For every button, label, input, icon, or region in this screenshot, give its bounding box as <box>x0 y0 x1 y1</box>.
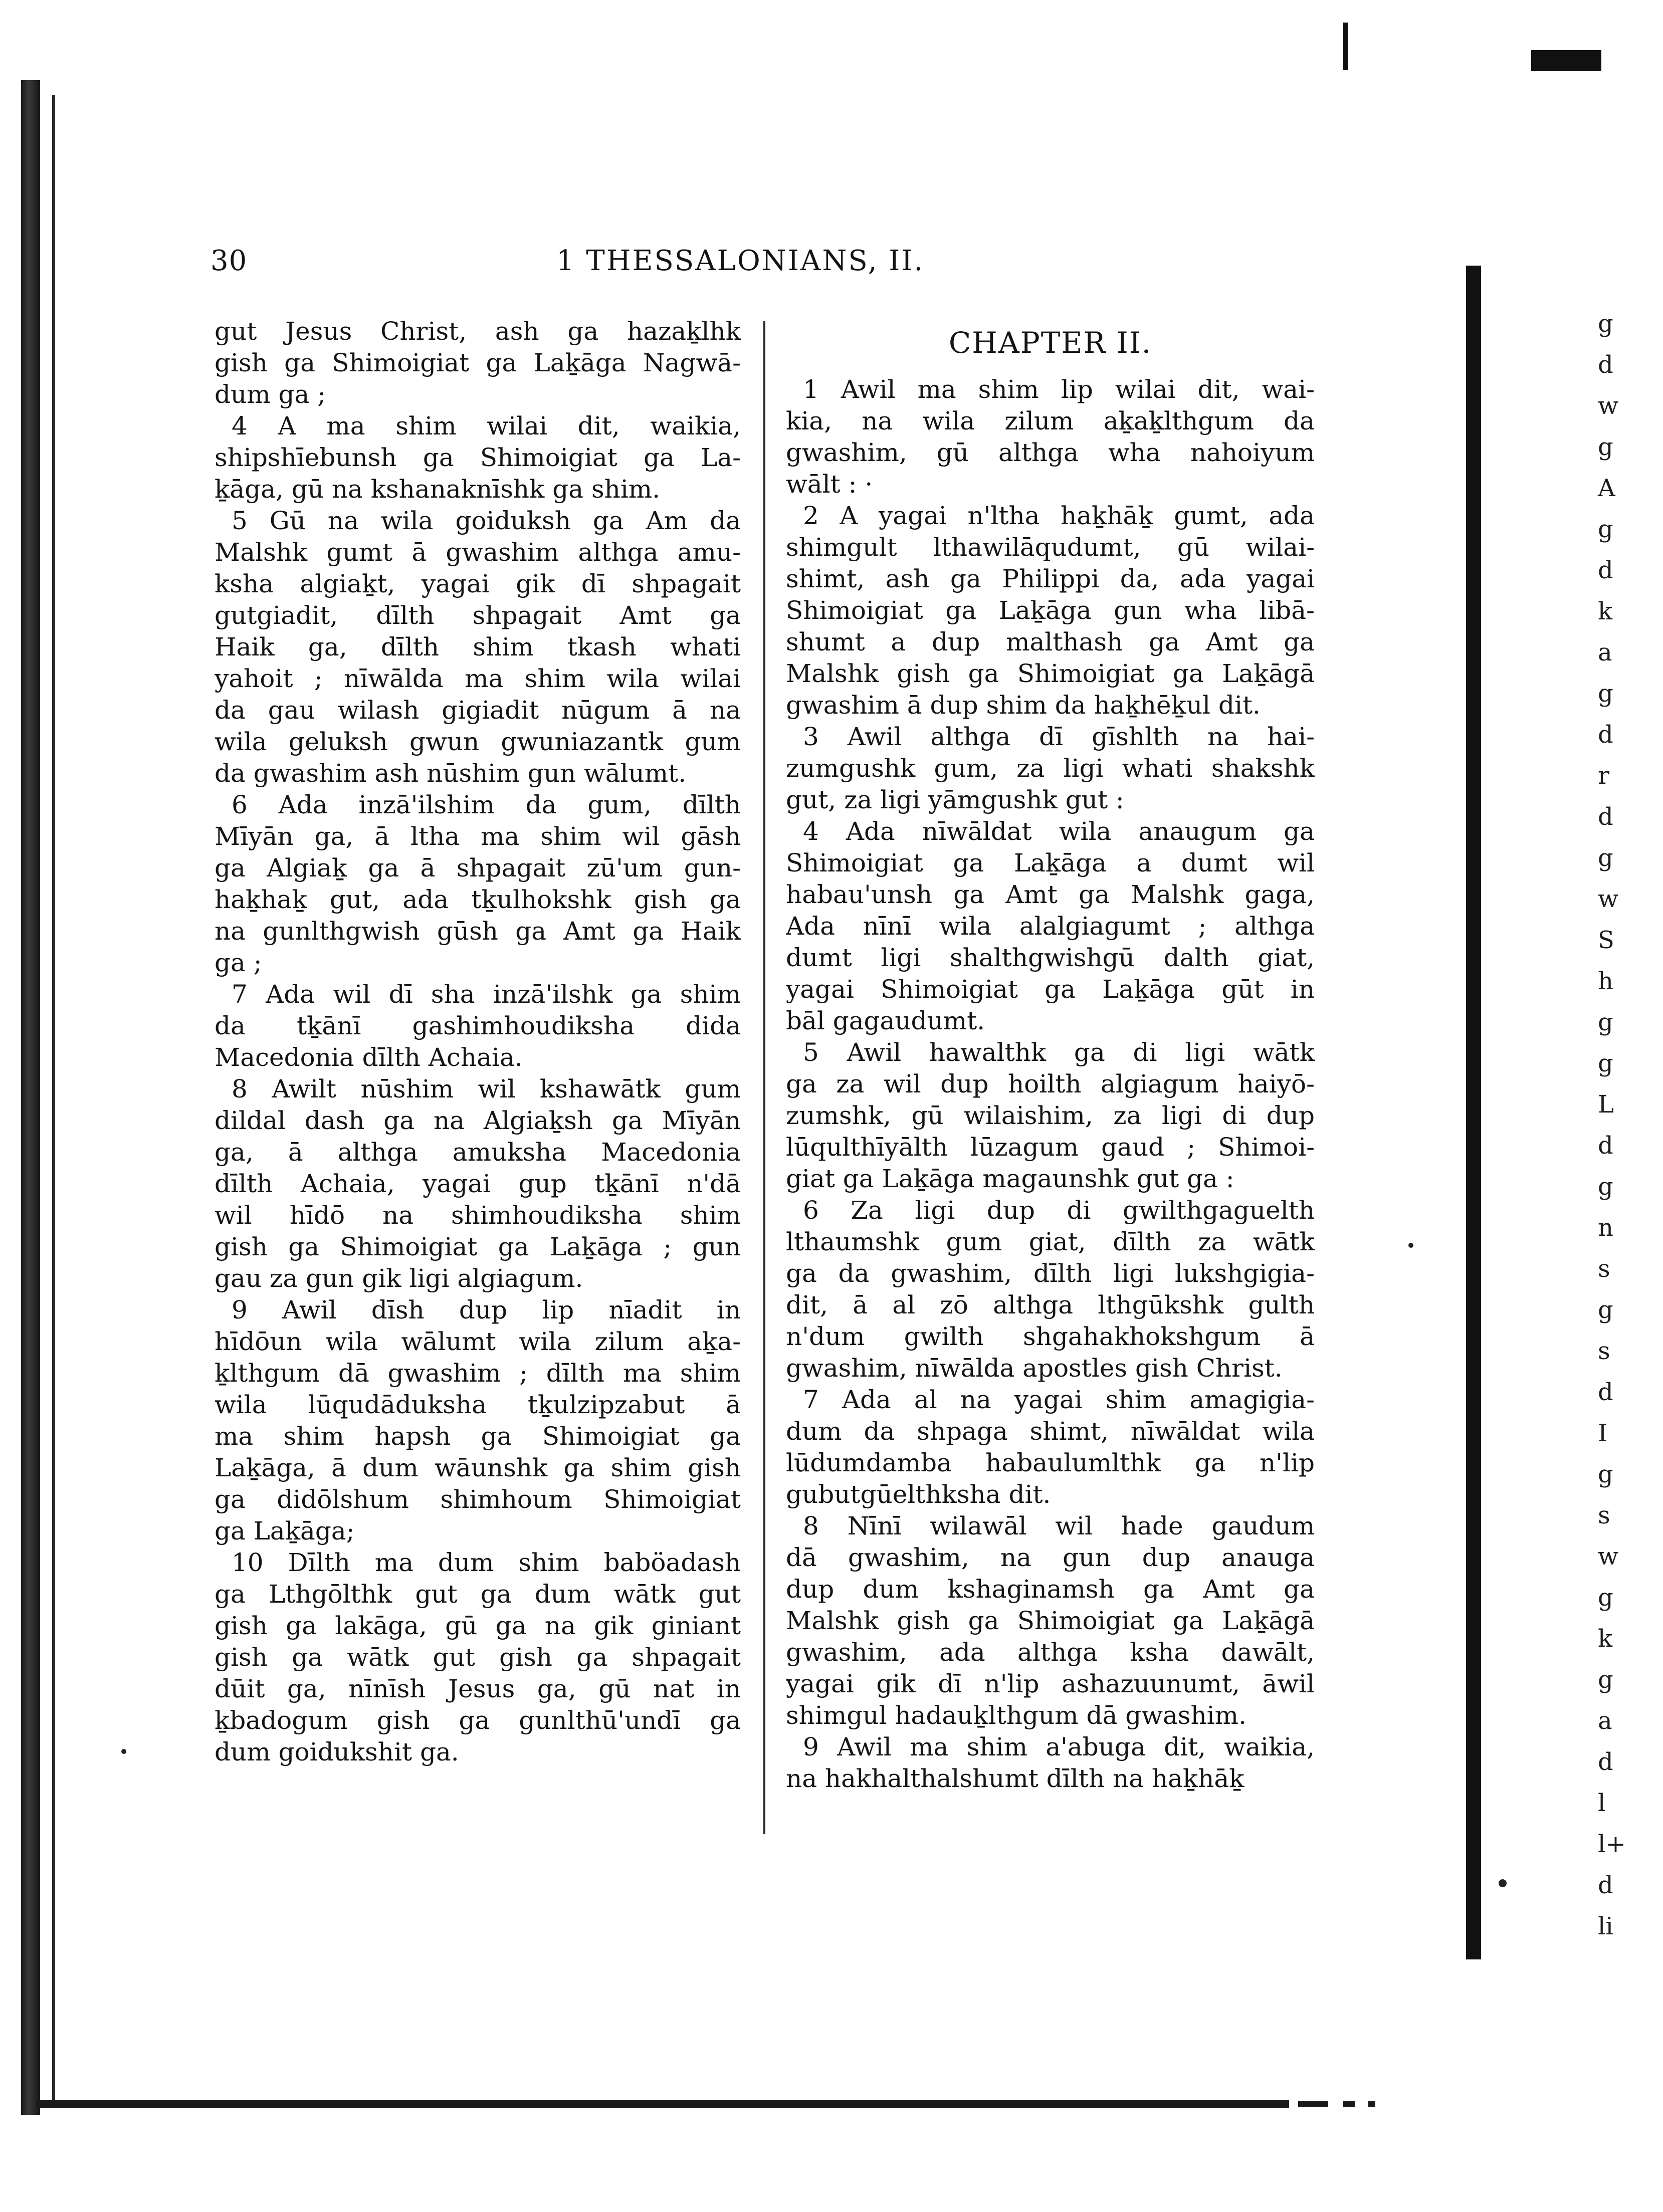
bottom-edge-rule <box>36 2100 1289 2108</box>
text-line: Malshk gish ga Shimoigiat ga Laḵāgā <box>786 659 1315 688</box>
margin-letter: k <box>1598 597 1613 625</box>
text-line: Mīyān ga, ā ltha ma shim wil gāsh <box>215 822 741 851</box>
text-line: 2 A yagai n'ltha haḵhāḵ gumt, ada <box>803 501 1315 530</box>
text-line: dup dum kshaginamsh ga Amt ga <box>786 1575 1315 1604</box>
text-line: gwashim ā dup shim da haḵhēḵul dit. <box>786 691 1261 720</box>
text-line: 3 Awil althga dī gīshlth na hai- <box>803 722 1315 751</box>
text-line: dīlth Achaia, yagai gup tḵānī n'dā <box>215 1169 741 1198</box>
scan-mark <box>1343 23 1348 70</box>
text-line: gwashim, ada althga ksha dawālt, <box>786 1638 1315 1667</box>
margin-letter: l <box>1598 1789 1606 1817</box>
ink-speck <box>1408 1243 1413 1248</box>
text-line: hīdōun wila wālumt wila zilum aḵa- <box>215 1327 741 1356</box>
text-line: gish ga Shimoigiat ga Laḵāga Nagwā- <box>215 348 741 377</box>
text-line: da gwashim ash nūshim gun wālumt. <box>215 759 687 788</box>
text-line: wil hīdō na shimhoudiksha shim <box>215 1201 741 1230</box>
text-line: Laḵāga, ā dum wāunshk ga shim gish <box>215 1453 741 1482</box>
margin-letter: S <box>1598 926 1614 954</box>
text-line: shimt, ash ga Philippi da, ada yagai <box>786 564 1315 593</box>
right-binding-edge <box>1466 266 1481 1959</box>
text-line: dūit ga, nīnīsh Jesus ga, gū nat in <box>215 1674 741 1703</box>
text-line: ga da gwashim, dīlth ligi lukshgigia- <box>786 1259 1315 1288</box>
scan-mark <box>1531 50 1601 71</box>
margin-letter: s <box>1598 1255 1610 1283</box>
margin-letter: A <box>1598 474 1615 502</box>
text-line: 7 Ada al na yagai shim amagigia- <box>803 1385 1315 1414</box>
text-line: Shimoigiat ga Laḵāga gun wha libā- <box>786 596 1315 625</box>
text-line: Malshk gish ga Shimoigiat ga Laḵāgā <box>786 1606 1315 1635</box>
margin-letter: s <box>1598 1501 1610 1529</box>
text-line: yagai Shimoigiat ga Laḵāga gūt in <box>786 975 1315 1004</box>
text-line: wila geluksh gwun gwuniazantk gum <box>215 727 741 756</box>
margin-letter: s <box>1598 1337 1610 1365</box>
margin-letter: g <box>1598 515 1613 543</box>
text-line: 9 Awil ma shim a'abuga dit, waikia, <box>803 1732 1315 1761</box>
text-line: 5 Awil hawalthk ga di ligi wātk <box>803 1038 1315 1067</box>
text-line: da gau wilash gigiadit nūgum ā na <box>215 696 741 725</box>
margin-letter: g <box>1598 1666 1613 1694</box>
margin-letter: l+ <box>1598 1830 1626 1858</box>
text-line: 10 Dīlth ma dum shim baböadash <box>232 1548 741 1577</box>
text-line: ksha algiaḵt, yagai gik dī shpagait <box>215 569 741 598</box>
text-line: zumshk, gū wilaishim, za ligi di dup <box>786 1101 1315 1130</box>
text-line: wālt : · <box>786 470 873 499</box>
margin-letter: a <box>1598 1707 1612 1735</box>
text-line: 8 Nīnī wilawāl wil hade gaudum <box>803 1511 1315 1540</box>
text-line: dum da shpaga shimt, nīwāldat wila <box>786 1417 1315 1446</box>
text-line: 4 A ma shim wilai dit, waikia, <box>232 411 741 440</box>
margin-letter: g <box>1598 310 1613 338</box>
left-binding-shadow <box>52 95 55 2100</box>
text-line: ḵbadogum gish ga gunlthū'undī ga <box>215 1706 741 1735</box>
text-line: gwashim, nīwālda apostles gish Christ. <box>786 1354 1283 1383</box>
text-line: ga didōlshum shimhoum Shimoigiat <box>215 1485 741 1514</box>
margin-letter: I <box>1598 1419 1607 1447</box>
text-line: dum ga ; <box>215 380 326 409</box>
text-line: ḵāga, gū na kshanaknīshk ga shim. <box>215 475 661 504</box>
text-line: gish ga Shimoigiat ga Laḵāga ; gun <box>215 1232 741 1261</box>
column-divider <box>763 321 765 1834</box>
margin-letter: d <box>1598 1378 1613 1406</box>
text-line: Macedonia dīlth Achaia. <box>215 1043 523 1072</box>
text-line: zumgushk gum, za ligi whati shakshk <box>786 754 1315 783</box>
margin-letter: r <box>1598 762 1609 790</box>
text-line: Ada nīnī wila alalgiagumt ; althga <box>786 912 1315 941</box>
text-line: ḵlthgum dā gwashim ; dīlth ma shim <box>215 1359 741 1388</box>
bottom-edge-dash <box>1298 2101 1328 2107</box>
text-line: gwashim, gū althga wha nahoiyum <box>786 438 1315 467</box>
text-line: 6 Za ligi dup di gwilthgaguelth <box>803 1196 1315 1225</box>
text-line: habau'unsh ga Amt ga Malshk gaga, <box>786 880 1315 909</box>
text-line: Malshk gumt ā gwashim althga amu- <box>215 538 741 567</box>
text-line: 1 Awil ma shim lip wilai dit, wai- <box>803 375 1315 404</box>
text-line: ga za wil dup hoilth algiagum haiyō- <box>786 1069 1315 1098</box>
text-line: shimgult lthawilāqudumt, gū wilai- <box>786 533 1315 562</box>
text-line: gubutgūelthksha dit. <box>786 1480 1051 1509</box>
text-line: kia, na wila zilum aḵaḵlthgum da <box>786 406 1315 435</box>
margin-letter: g <box>1598 1008 1613 1036</box>
margin-letter: d <box>1598 803 1613 831</box>
margin-letter: g <box>1598 1584 1613 1612</box>
ink-speck <box>121 1749 126 1754</box>
text-line: dumt ligi shalthgwishgū dalth giat, <box>786 943 1315 972</box>
margin-letter: L <box>1598 1090 1614 1119</box>
margin-letter: g <box>1598 680 1613 708</box>
running-head <box>211 245 962 290</box>
left-binding-edge <box>21 80 40 2115</box>
text-line: ga Algiaḵ ga ā shpagait zū'um gun- <box>215 853 741 882</box>
text-line: ga Laḵāga; <box>215 1516 355 1545</box>
text-line: dā gwashim, na gun dup anauga <box>786 1543 1315 1572</box>
text-line: 6 Ada inzā'ilshim da gum, dīlth <box>232 790 741 819</box>
page-title: 1 THESSALONIANS, II. <box>556 245 925 277</box>
text-line: ga Lthgōlthk gut ga dum wātk gut <box>215 1580 741 1609</box>
left-text-column <box>215 316 741 1768</box>
text-line: haḵhaḵ gut, ada tḵulhokshk gish ga <box>215 885 741 914</box>
right-column-lines <box>786 374 1315 1795</box>
margin-letter: d <box>1598 1748 1613 1776</box>
text-line: giat ga Laḵāga magaunshk gut ga : <box>786 1164 1234 1193</box>
margin-letter: g <box>1598 1173 1613 1201</box>
bottom-edge-dash <box>1368 2101 1375 2107</box>
text-line: na gunlthgwish gūsh ga Amt ga Haik <box>215 917 741 946</box>
margin-letter: d <box>1598 556 1613 584</box>
margin-letter: d <box>1598 721 1613 749</box>
margin-letter: g <box>1598 1296 1613 1324</box>
text-line: dildal dash ga na Algiaḵsh ga Mīyān <box>215 1106 741 1135</box>
margin-letter: d <box>1598 351 1613 379</box>
margin-letter: d <box>1598 1132 1613 1160</box>
text-line: lthaumshk gum giat, dīlth za wātk <box>786 1227 1315 1256</box>
margin-letter: li <box>1598 1912 1613 1940</box>
text-line: na hakhalthalshumt dīlth na haḵhāḵ <box>786 1764 1244 1793</box>
text-line: bāl gagaudumt. <box>786 1006 985 1035</box>
text-line: yagai gik dī n'lip ashazuunumt, āwil <box>786 1669 1315 1698</box>
text-line: gish ga lakāga, gū ga na gik giniant <box>215 1611 741 1640</box>
text-line: dit, ā al zō althga lthgūkshk gulth <box>786 1290 1315 1319</box>
margin-letter: w <box>1598 392 1619 420</box>
margin-letter: g <box>1598 433 1613 461</box>
text-line: lūqulthīyālth lūzagum gaud ; Shimoi- <box>786 1133 1315 1162</box>
text-line: gish ga wātk gut gish ga shpagait <box>215 1643 741 1672</box>
text-line: n'dum gwilth shgahakhokshgum ā <box>786 1322 1315 1351</box>
text-line: yahoit ; nīwālda ma shim wila wilai <box>215 664 741 693</box>
margin-letter: g <box>1598 1049 1613 1077</box>
text-line: 7 Ada wil dī sha inzā'ilshk ga shim <box>232 980 741 1009</box>
right-text-column <box>786 316 1315 1795</box>
text-line: 8 Awilt nūshim wil kshawātk gum <box>232 1074 741 1103</box>
text-line: 9 Awil dīsh dup lip nīadit in <box>232 1295 741 1324</box>
text-line: ga, ā althga amuksha Macedonia <box>215 1138 741 1167</box>
margin-letter: h <box>1598 967 1613 995</box>
text-line: ma shim hapsh ga Shimoigiat ga <box>215 1422 741 1451</box>
text-line: shumt a dup malthash ga Amt ga <box>786 627 1315 656</box>
margin-letter: w <box>1598 1542 1619 1571</box>
text-line: 5 Gū na wila goiduksh ga Am da <box>232 506 741 535</box>
margin-letter: k <box>1598 1625 1613 1653</box>
page-number: 30 <box>211 245 248 277</box>
text-line: shimgul hadauḵlthgum dā gwashim. <box>786 1701 1246 1730</box>
text-line: gut Jesus Christ, ash ga hazaḵlhk <box>215 317 741 346</box>
bottom-edge-dash <box>1343 2101 1355 2107</box>
ink-speck <box>1499 1879 1507 1887</box>
text-line: da tḵānī gashimhoudiksha dida <box>215 1011 741 1040</box>
text-line: Haik ga, dīlth shim tkash whati <box>215 632 741 661</box>
text-line: gutgiadit, dīlth shpagait Amt ga <box>215 601 741 630</box>
margin-letter: w <box>1598 885 1619 913</box>
chapter-heading: CHAPTER II. <box>948 326 1152 360</box>
margin-letter: g <box>1598 844 1613 872</box>
text-line: gut, za ligi yāmgushk gut : <box>786 785 1124 814</box>
margin-letter: d <box>1598 1871 1613 1899</box>
margin-letter: g <box>1598 1460 1613 1488</box>
text-line: wila lūqudāduksha tḵulzipzabut ā <box>215 1390 741 1419</box>
text-line: dum goidukshit ga. <box>215 1737 459 1766</box>
text-line: shipshīebunsh ga Shimoigiat ga La- <box>215 443 741 472</box>
text-line: lūdumdamba habaulumlthk ga n'lip <box>786 1448 1315 1477</box>
text-line: gau za gun gik ligi algiagum. <box>215 1264 583 1293</box>
text-line: 4 Ada nīwāldat wila anaugum ga <box>803 817 1315 846</box>
text-line: Shimoigiat ga Laḵāga a dumt wil <box>786 848 1315 877</box>
margin-letter: n <box>1598 1214 1613 1242</box>
margin-letter: a <box>1598 638 1612 667</box>
text-line: ga ; <box>215 948 262 977</box>
